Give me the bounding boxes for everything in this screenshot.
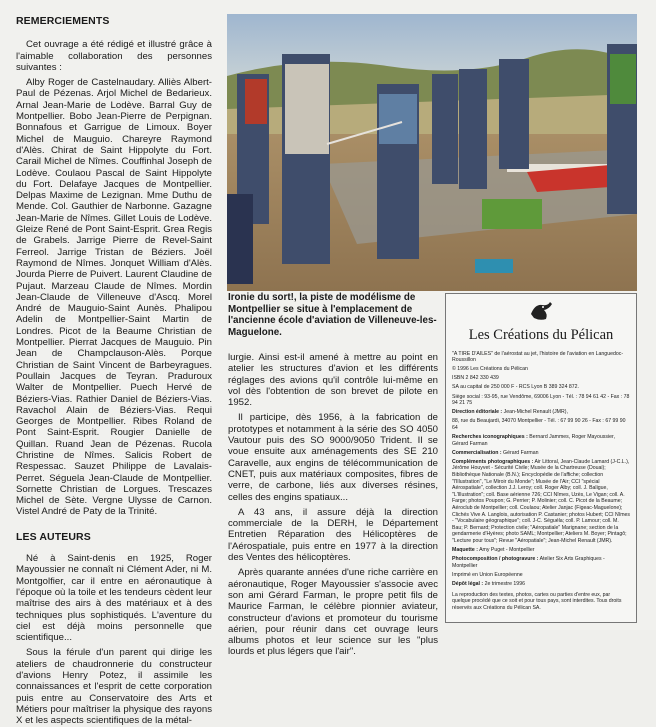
remerciements-names: Alby Roger de Castelnaudary. Alliès Albert-Paul de Pézenas. Arjol Michel de Bedarieux. Arnal Jean-Marie de Lodève. Barral Guy de Montpellier. Bobo Jean-Pierre de Perpignan. Bonnafous et Garrigue de Limoux. Boyer Michel de Mauguio. Chareyre Raymond d'Alès. Chirat de Saint Hippolyte du Fort. Carail Michel de Nîmes. Couffinhal Joseph de Lodève. Coulaou Pascal de Saint Hippolyte du Fort. Delafaye Jacques de Montpellier. Delpas Maxime de Lezignan. Mme Duthu de Mende. Col. Gauthier de Narbonne. Gazagne Jean-Marie de Nîmes. Gillet Louis de Lodève. Gleize René de Pont Saint-Esprit. Grea Regis de Grabels. Jarrige Pierre de Revel-Saint Ferreol. Jarrige Tristan de Béziers. Joël Raymond de Nîmes. Jonquet William d'Alès. Jourda Pierre de Puivert. Laurent Claudine de Pujaut. Marzeau Claude de Nîmes. Mordin Jean-Claude de Villeneuve d'Ascq. Morel André de Mauguio-Saint Aunès. Phalipou Adelin de Montpellier-Saint Martin de Londres. Picot de la Beaume Christian de Montpellier. Pierrat Jacques de Mauguio. Pin Jean de Champclauson-Alès. Porque Christian de Saint Vincent de Barbeyragues. Poullain Jacques de Teyran. Praduroux Walter de Montpellier. Puech Hervé de Béziers-Vias. Rathier Daniel de Béziers-Vias. Ravachol Alain de Béziers-Vias. Requi Georges de Montpellier. Ribes Roland de Pont Saint-Esprit. Rougier Danielle de Quillan. Ruand Jean de Pézenas. Rucola Christine de Nîmes. Salicis Robert de Respessac. Sauzet Philippe de Lavalais-Perret. Séguela Jean-Claude de Montpellier. Sornette Christian de Lorgues. Trescazes Michel de Sète. Vergne Ulysse de Carnon. Vistel André de Paty de la Trinité. — [16, 77, 212, 518]
publisher-name: Les Créations du Pélican — [468, 326, 614, 343]
remerciements-intro: Cet ouvrage a été rédigé et illustré grâce à l'aimable collaboration des personnes suivantes : — [16, 39, 212, 73]
auteurs-paragraph-3: lurgie. Ainsi est-il amené à mettre au point en atelier les structures d'avion et les différents réglages des avions qu'il contrôle lui-même en vol dès l'obtention de son brevet de pilote en 1952. — [228, 352, 438, 409]
depot-value: 2e trimestre 1996 — [484, 580, 525, 587]
iconographic-value: Bernard Jammes, Roger Mayoussier, Gérard Farman — [452, 434, 615, 447]
auteurs-paragraph-5: A 43 ans, il assure déjà la direction commerciale de la DERH, le Département Entretien Réparation des Hélicoptères de l'Aérospatiale, puis entre en 1977 à la direction des Ventes des hélicoptères. — [228, 506, 438, 564]
middle-column — [228, 352, 438, 658]
photocompo-value: Atelier Six Arts Graphiques - Montpellier — [452, 556, 605, 569]
depot-label: Dépôt légal : — [452, 580, 484, 587]
colophon-copyright: © 1996 Les Créations du Pélican — [452, 366, 528, 373]
pelican-logo — [452, 300, 630, 325]
auteurs-heading: LES AUTEURS — [16, 530, 91, 543]
left-column — [16, 16, 212, 727]
colophon-isbn: ISBN 2 842 330 439 — [452, 375, 499, 382]
colophon-commercial — [452, 450, 630, 457]
commercial-label: Commercialisation : — [452, 449, 502, 456]
colophon-printed: Imprimé en Union Européenne — [452, 571, 523, 578]
photo-illustration — [227, 14, 637, 291]
colophon-complements — [452, 459, 630, 545]
colophon-company: SA au capital de 250 000 F - RCS Lyon B 389 324 872. — [452, 384, 579, 391]
model-airfield-photo — [227, 14, 637, 291]
colophon-title: "A TIRE D'AILES" de l'aérostat au jet, l'histoire de l'aviation en Languedoc-Roussillon — [452, 350, 624, 364]
colophon-address: Siège social : 93-95, rue Vendôme, 69006 Lyon - Tél. : 78 94 61 42 - Fax : 78 94 21 75 — [452, 393, 630, 407]
colophon-rights: La reproduction des textes, photos, cartes ou parties d'entre eux, par quelque procédé que ce soit et pour tous pays, sont interdites. Tous droits réservés aux Créations du Pélican SA. — [452, 591, 622, 611]
maquette-label: Maquette : — [452, 547, 478, 554]
photocompo-label: Photocomposition / photogravure : — [452, 556, 539, 563]
colophon-edition-address: 88, rue du Beaujardi, 34070 Montpellier - Tél. : 67 99 90 26 - Fax : 67 99 90 64 — [452, 418, 626, 431]
colophon-edition — [452, 409, 630, 416]
auteurs-paragraph-4: Il participe, dès 1956, à la fabrication de prototypes et notamment à la série des SO 4050 Vautour puis des SO 9000/9050 Trident. Il se voue ensuite aux aménagements des SE 210 Caravelle, aux engins de télécommunication de CNET, puis aux matériaux composites, fibres de verre, de carbone, liés aux diverses résines, celles des engins spatiaux... — [228, 412, 438, 503]
auteurs-paragraph-6: Après quarante années d'une riche carrière en aéronautique, Roger Mayoussier s'associe avec son ami Gérard Farman, le propre petit fils de Maurice Farman, le célèbre pionnier aviateur, constructeur d'avions et promoteur du tourisme aérien, pour réunir dans cet ouvrage leurs albums photos et leur science sur les "plus lourds et plus légers que l'air". — [228, 567, 438, 658]
edition-label: Direction éditoriale : — [452, 409, 503, 416]
colophon-box — [445, 293, 637, 623]
colophon-maquette — [452, 547, 630, 554]
edition-value: Jean-Michel Renault (JMR), — [503, 409, 568, 416]
photo-caption: Ironie du sort!, la piste de modélisme de Montpellier se situe à l'emplacement de l'ancienne école d'aviation de Villeneuve-les-Maguelone. — [228, 292, 437, 338]
colophon-photocompo — [452, 556, 630, 569]
remerciements-heading: REMERCIEMENTS — [16, 15, 110, 27]
auteurs-paragraph-1: Né à Saint-denis en 1925, Roger Mayoussier ne connaît ni Clément Ader, ni M. Montgolfier, car il entre en aéronautique à l'époque où la toile et les tendeurs cèdent leur maîtrise des airs à des matériaux et à des techniques plus sophistiqués. L'aventure du ciel est déjà moins personnelle que scientifique... — [16, 553, 212, 644]
pelican-icon — [528, 300, 554, 322]
maquette-value: Amy Puget - Montpellier — [479, 547, 535, 554]
complements-value: Air Littoral, Jean-Claude Lamard (J-C.L.), Jérôme Houyvet - Sécurité Civile; Musée de la Chartreuse (Douai); Bibliothèque Nationale (B.N.); Encyclopédie de l'affiche; collection "l'Illustration", "Le Miroir du Monde"; Musée de l'Air; CCI "spécial Aérospatiale", collection J.J. Leroy; coll. Roger Alby; coll. J. Baligue, "L'Illustration"; coll. Base aérienne 726; CCI Nîmes, Uzès, Le Vigan; coll. A. Farge; photos Poupon; G. Perrier; P. Molinier; coll. C. Picot de la Beaume; Aéroclub de Montpellier; coll. Coulaou; Atelier Janjac (Figeac-Maguelone); Clichés Vive A. Langlois, autorisation P. Castanier; photos Hubert; CCI Nîmes - "Vocabulaire géographique"; coll. J-C. Séguéla; coll. P. Lamour; coll. M. Bau; P. Bernard; Protection civile; "Aéropatiale" Marignane; section de la gendarmerie d'Hyères; photo SAML; Montpellier; Ateliers M. Boyer; Pintagô; "Lecture pour tous"; Revue "Aéropatiale"; Jean-Michel Renault (JMR). — [452, 458, 630, 544]
complements-label: Compléments photographiques : — [452, 458, 534, 465]
iconographic-label: Recherches iconographiques : — [452, 434, 528, 441]
auteurs-paragraph-2: Sous la férule d'un parent qui dirige les ateliers de chaudronnerie du constructeur d'avions Henry Potez, il assimile les connaissances et l'esprit de cette corporation puis entre au Conservatoire des Arts et Métiers pour maîtriser la physique des rayons X et les aspects scientifiques de la métal- — [16, 647, 212, 727]
commercial-value: Gérard Farman — [503, 449, 539, 456]
colophon-depot — [452, 581, 630, 588]
colophon-iconographic — [452, 434, 630, 447]
